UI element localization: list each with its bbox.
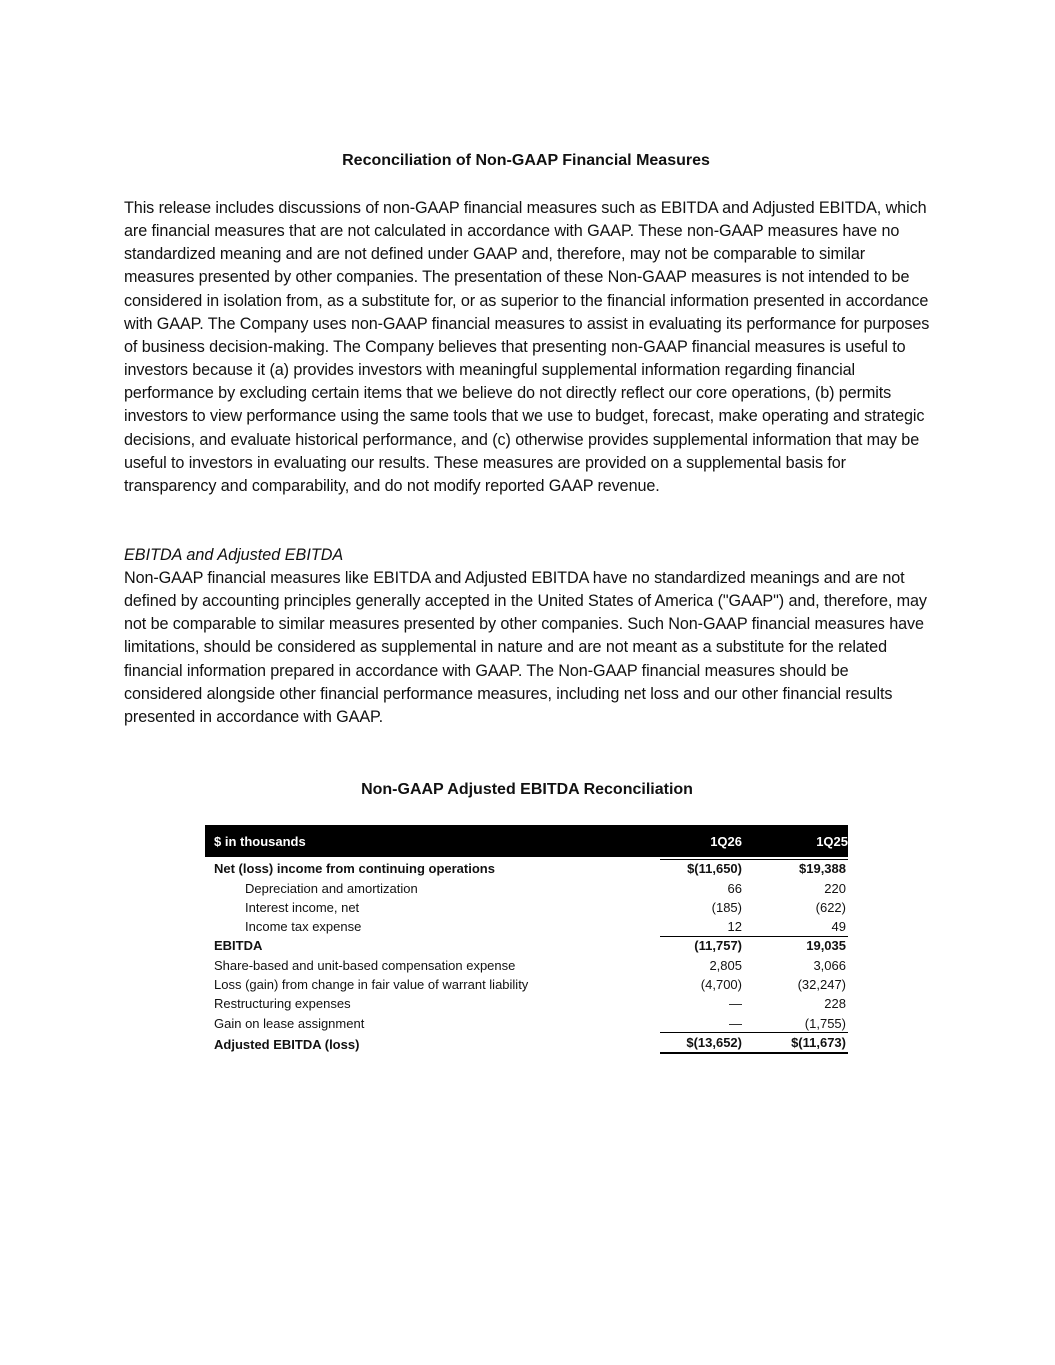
row-label: Gain on lease assignment — [214, 1015, 365, 1031]
row-label: Restructuring expenses — [214, 996, 351, 1012]
row-value-1q26: $(11,650) — [660, 859, 751, 877]
header-col-1q26: 1Q26 — [710, 833, 742, 849]
table-title: Non-GAAP Adjusted EBITDA Reconciliation — [361, 781, 693, 798]
table-header — [205, 825, 848, 857]
row-value-1q26: — — [729, 1015, 742, 1031]
row-label: Share-based and unit-based compensation expense — [214, 957, 516, 973]
row-value-1q25: (1,755) — [804, 1015, 846, 1031]
header-col-1q25: 1Q25 — [816, 833, 848, 849]
page-title: Reconciliation of Non-GAAP Financial Measures — [342, 152, 710, 169]
row-value-1q26: 12 — [727, 919, 742, 935]
intro-paragraph: This release includes discussions of non-GAAP financial measures such as EBITDA and Adjusted EBITDA, which are financial measures that are not calculated in accordance with GAAP. These non-GAAP measures have no standardized meaning and are not defined under GAAP and, therefore, may not be comparable to similar measures presented by other companies. The presentation of these Non-GAAP measures is not intended to be considered in isolation from, as a substitute for, or as superior to the financial information presented in accordance with GAAP. The Company uses non-GAAP financial measures to assist in evaluating its performance for purposes of business decision-making. The Company believes that presenting non-GAAP financial measures is useful to investors because it (a) provides investors with meaningful supplemental information regarding financial performance by excluding certain items that we believe do not directly reflect our core operations, (b) permits investors to view performance using the same tools that we use to budget, forecast, make operating and strategic decisions, and evaluate historical performance, and (c) otherwise provides supplemental information that may be useful to investors in evaluating our results. These measures are provided on a supplemental basis for transparency and comparability, and do not modify reported GAAP revenue. — [124, 199, 930, 495]
row-label: Adjusted EBITDA (loss) — [214, 1036, 360, 1052]
row-label: Net (loss) income from continuing operations — [214, 861, 495, 877]
table-row — [205, 1012, 848, 1031]
header-label: $ in thousands — [214, 833, 306, 849]
row-label: Income tax expense — [245, 919, 362, 935]
row-value-1q26: $(13,652) — [660, 1032, 751, 1054]
row-value-1q25: (32,247) — [797, 977, 846, 993]
table-row — [205, 858, 848, 877]
row-value-1q26: (185) — [711, 899, 742, 915]
table-row — [205, 877, 848, 896]
table-row-subtotal — [205, 935, 848, 954]
row-value-1q25: 19,035 — [751, 936, 848, 954]
table-row — [205, 954, 848, 973]
row-label: EBITDA — [214, 938, 263, 954]
row-value-1q25: $(11,673) — [751, 1032, 848, 1054]
row-value-1q25: 49 — [831, 919, 846, 935]
row-value-1q26: 2,805 — [709, 957, 742, 973]
table-row — [205, 993, 848, 1012]
row-value-1q26: (4,700) — [700, 977, 742, 993]
row-value-1q26: (11,757) — [660, 936, 751, 954]
row-value-1q26: 66 — [727, 880, 742, 896]
table-row-total — [205, 1032, 848, 1054]
table-row — [205, 916, 848, 935]
row-label: Loss (gain) from change in fair value of warrant liability — [214, 977, 529, 993]
row-value-1q26: — — [729, 996, 742, 1012]
table-row — [205, 974, 848, 993]
row-label: Interest income, net — [245, 899, 360, 915]
row-value-1q25: $19,388 — [751, 859, 848, 877]
row-label: Depreciation and amortization — [245, 880, 418, 896]
row-value-1q25: 228 — [824, 996, 846, 1012]
row-value-1q25: 3,066 — [813, 957, 846, 973]
row-value-1q25: (622) — [815, 899, 846, 915]
ebitda-subheading: EBITDA and Adjusted EBITDA — [124, 546, 344, 564]
ebitda-paragraph: Non-GAAP financial measures like EBITDA and Adjusted EBITDA have no standardized meanings and are not defined by accounting principles generally accepted in the United States of America ("GAAP") and, therefore, may not be comparable to similar measures presented by other companies. Such Non-GAAP financial measures have limitations, should be considered as supplemental in nature and are not meant as a substitute for the related financial information prepared in accordance with GAAP. The Non-GAAP financial measures should be considered alongside other financial performance measures, including net loss and our other financial results presented in accordance with GAAP. — [124, 569, 927, 726]
row-value-1q25: 220 — [824, 880, 846, 896]
reconciliation-table — [205, 825, 848, 1054]
table-row — [205, 897, 848, 916]
